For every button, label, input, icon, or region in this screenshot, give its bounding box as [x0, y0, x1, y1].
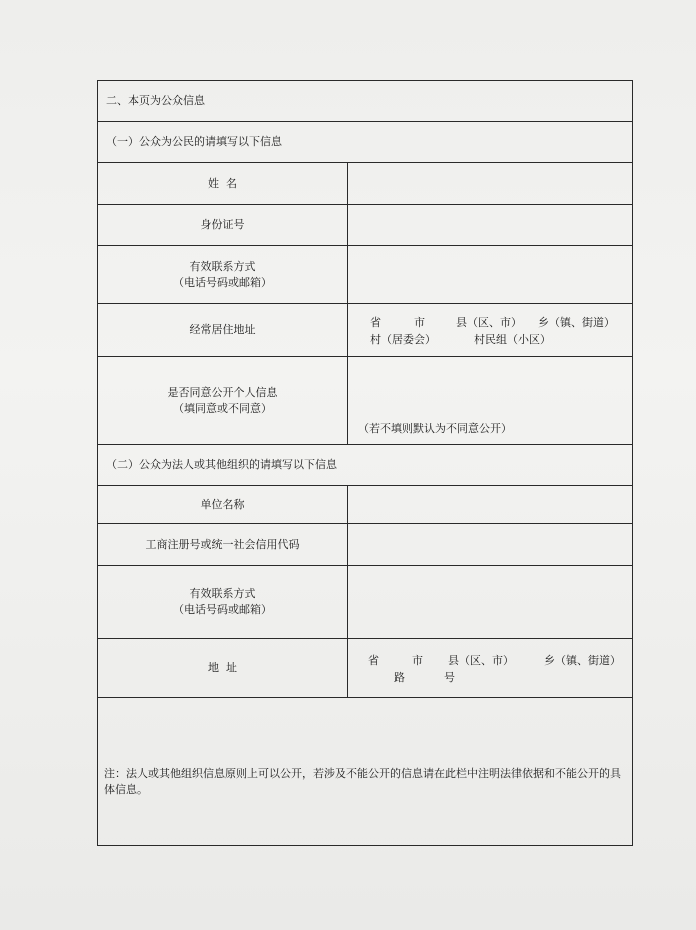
part2-heading: [97, 444, 633, 486]
org-contact-sublabel: （电话号码或邮箱）: [173, 603, 272, 616]
addr-town: 乡（镇、街道）: [538, 316, 615, 329]
addr-group: 村民组（小区）: [474, 333, 551, 346]
reg-code-field[interactable]: [347, 523, 633, 566]
contact-field[interactable]: [347, 245, 633, 304]
id-label-cell: [97, 204, 348, 246]
name-label-cell: [97, 162, 348, 205]
note-cell[interactable]: [97, 697, 633, 846]
org-addr-province: 省: [368, 654, 379, 667]
org-addr-road: 路: [394, 671, 405, 684]
section-title: [97, 80, 633, 122]
org-contact-label-cell: [97, 565, 348, 639]
org-label-cell: [97, 485, 348, 524]
part1-heading: [97, 121, 633, 163]
org-contact-field[interactable]: [347, 565, 633, 639]
reg-label: 工商注册号或统一社会信用代码: [145, 537, 300, 551]
addr-county: 县（区、市）: [456, 316, 522, 329]
contact-sublabel: （电话号码或邮箱）: [173, 275, 272, 289]
id-label: 身份证号: [200, 218, 245, 231]
addr-province: 省: [370, 316, 381, 329]
reg-label-cell: [97, 523, 348, 566]
address-label: 经常居住地址: [189, 323, 256, 336]
section-title-text: 二、本页为公众信息: [106, 94, 205, 107]
org-contact-label: 有效联系方式: [189, 587, 256, 600]
address-field[interactable]: [347, 303, 633, 357]
public-info-form: [97, 80, 633, 846]
id-number-field[interactable]: [347, 204, 633, 246]
org-address-label: 地 址: [208, 661, 237, 674]
note-text: 注：法人或其他组织信息原则上可以公开，若涉及不能公开的信息请在此栏中注明法律依据和不能公开的具体信息。: [104, 767, 621, 796]
contact-label: 有效联系方式: [189, 259, 256, 273]
org-label: 单位名称: [200, 497, 245, 511]
org-address-field[interactable]: [347, 638, 633, 698]
org-addr-town: 乡（镇、街道）: [544, 654, 621, 667]
org-name-field[interactable]: [347, 485, 633, 524]
part1-heading-text: （一）公众为公民的请填写以下信息: [106, 135, 282, 148]
addr-village: 村（居委会）: [370, 333, 436, 346]
address-label-cell: [97, 303, 348, 357]
consent-label-cell: [97, 356, 348, 445]
part2-heading-text: （二）公众为法人或其他组织的请填写以下信息: [106, 458, 337, 471]
name-field[interactable]: [347, 162, 633, 205]
consent-note: （若不填则默认为不同意公开）: [358, 422, 512, 435]
org-addr-city: 市: [412, 654, 423, 667]
org-addr-county: 县（区、市）: [448, 654, 514, 667]
consent-field[interactable]: [347, 356, 633, 445]
contact-label-cell: [97, 245, 348, 304]
addr-city: 市: [414, 316, 425, 329]
org-address-label-cell: [97, 638, 348, 698]
org-addr-number: 号: [444, 671, 455, 684]
consent-label: 是否同意公开个人信息: [167, 385, 278, 399]
consent-sublabel: （填同意或不同意）: [173, 401, 272, 415]
name-label: 姓 名: [208, 176, 237, 190]
